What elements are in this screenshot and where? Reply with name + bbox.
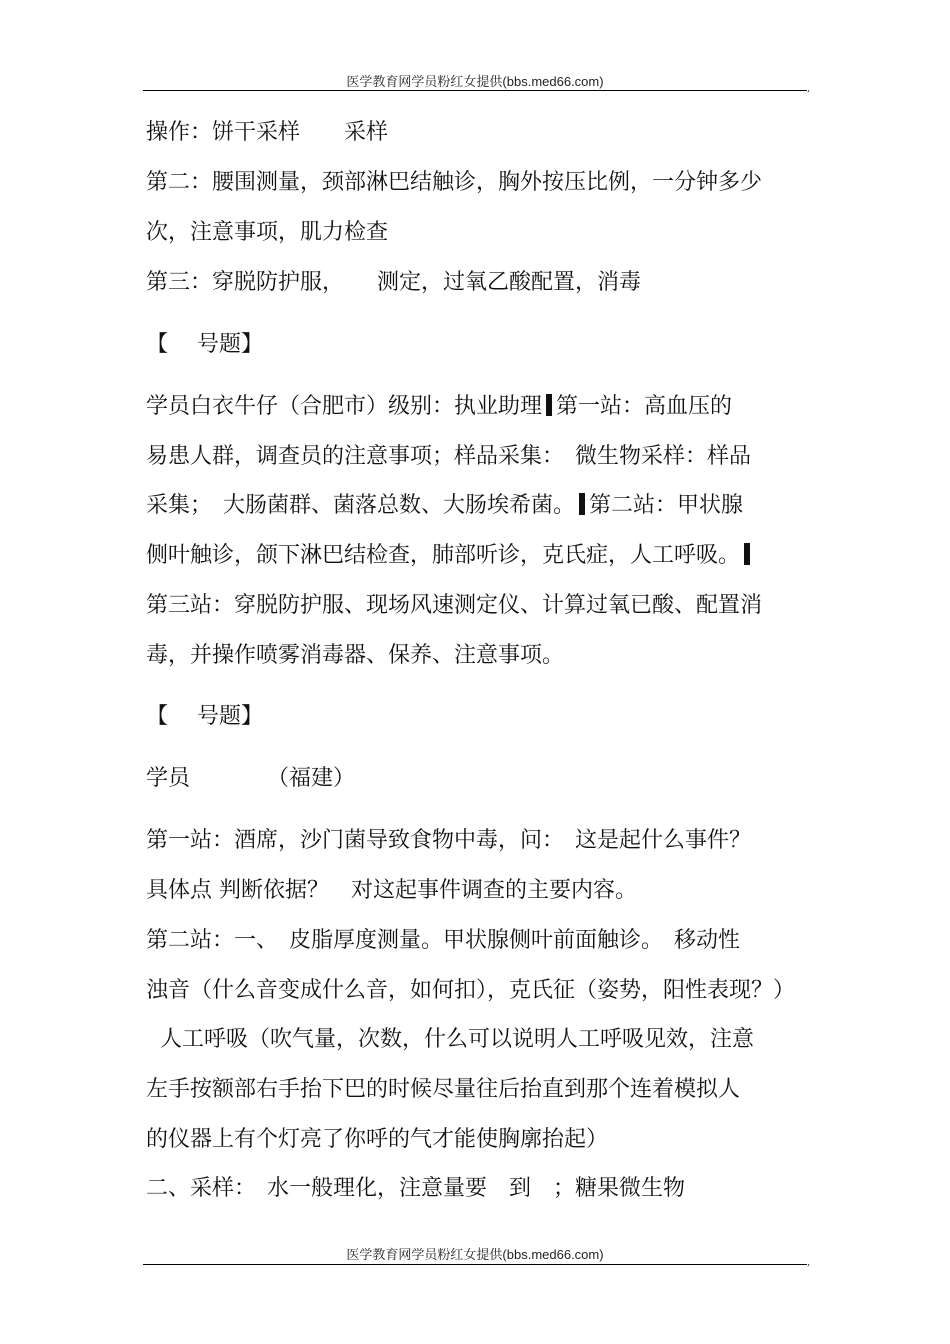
separator-mark — [546, 394, 552, 416]
text-span: 采集； 大肠菌群、菌落总数、大肠埃希菌。 — [146, 493, 576, 518]
text-span: 第一站：高血压的 — [556, 394, 733, 419]
text-line: 第三站：穿脱防护服、现场风速测定仪、计算过氧已酸、配置消 — [146, 593, 763, 618]
header-rule-tick: , — [807, 83, 811, 94]
text-line: 毒，并操作喷雾消毒器、保养、注意事项。 — [146, 643, 565, 668]
separator-mark — [579, 493, 585, 515]
text-line: 浊音（什么音变成什么音，如何扣），克氏征（姿势，阳性表现？） — [146, 978, 796, 1003]
footer-rule — [143, 1264, 807, 1265]
text-line: 二、采样： 水一般理化，注意量要 到 ；糖果微生物 — [146, 1176, 686, 1201]
text-line: 学员 （福建） — [146, 766, 356, 791]
text-line — [146, 541, 810, 571]
text-line: 第二站：一、 皮脂厚度测量。甲状腺侧叶前面触诊。 移动性 — [146, 928, 741, 953]
text-line: 人工呼吸（吹气量，次数，什么可以说明人工呼吸见效，注意 — [146, 1027, 754, 1052]
page-footer: 医学教育网学员粉红女提供(bbs.med66.com) — [346, 1247, 604, 1262]
text-line — [146, 392, 810, 422]
footer-rule-tick: , — [807, 1257, 811, 1268]
section-heading: 【 号题】 — [146, 704, 263, 729]
text-line: 第一站：酒席，沙门菌导致食物中毒，问： 这是起什么事件？ — [146, 828, 752, 853]
separator-mark — [744, 543, 750, 565]
text-span: 侧叶触诊，颌下淋巴结检查，肺部听诊，克氏症，人工呼吸。 — [146, 543, 741, 568]
text-line: 左手按额部右手抬下巴的时候尽量往后抬直到那个连着模拟人 — [146, 1077, 741, 1102]
text-line: 的仪器上有个灯亮了你呼的气才能使胸廓抬起） — [146, 1127, 609, 1152]
text-line: 具体点 判断依据？ 对这起事件调查的主要内容。 — [146, 878, 637, 903]
text-line: 易患人群，调查员的注意事项；样品采集： 微生物采样：样品 — [146, 444, 752, 469]
text-line: 次，注意事项，肌力检查 — [146, 220, 389, 245]
text-line: 第三：穿脱防护服， 测定，过氧乙酸配置，消毒 — [146, 270, 642, 295]
header-rule — [143, 90, 807, 91]
section-heading: 【 号题】 — [146, 332, 263, 357]
text-span: 学员白衣牛仔（合肥市）级别：执业助理 — [146, 394, 543, 419]
text-line: 第二：腰围测量，颈部淋巴结触诊，胸外按压比例，一分钟多少 — [146, 170, 763, 195]
text-line: 操作：饼干采样 采样 — [146, 120, 389, 145]
page-header: 医学教育网学员粉红女提供(bbs.med66.com) — [346, 74, 604, 89]
text-line — [146, 491, 810, 521]
text-span: 第二站：甲状腺 — [589, 493, 744, 518]
